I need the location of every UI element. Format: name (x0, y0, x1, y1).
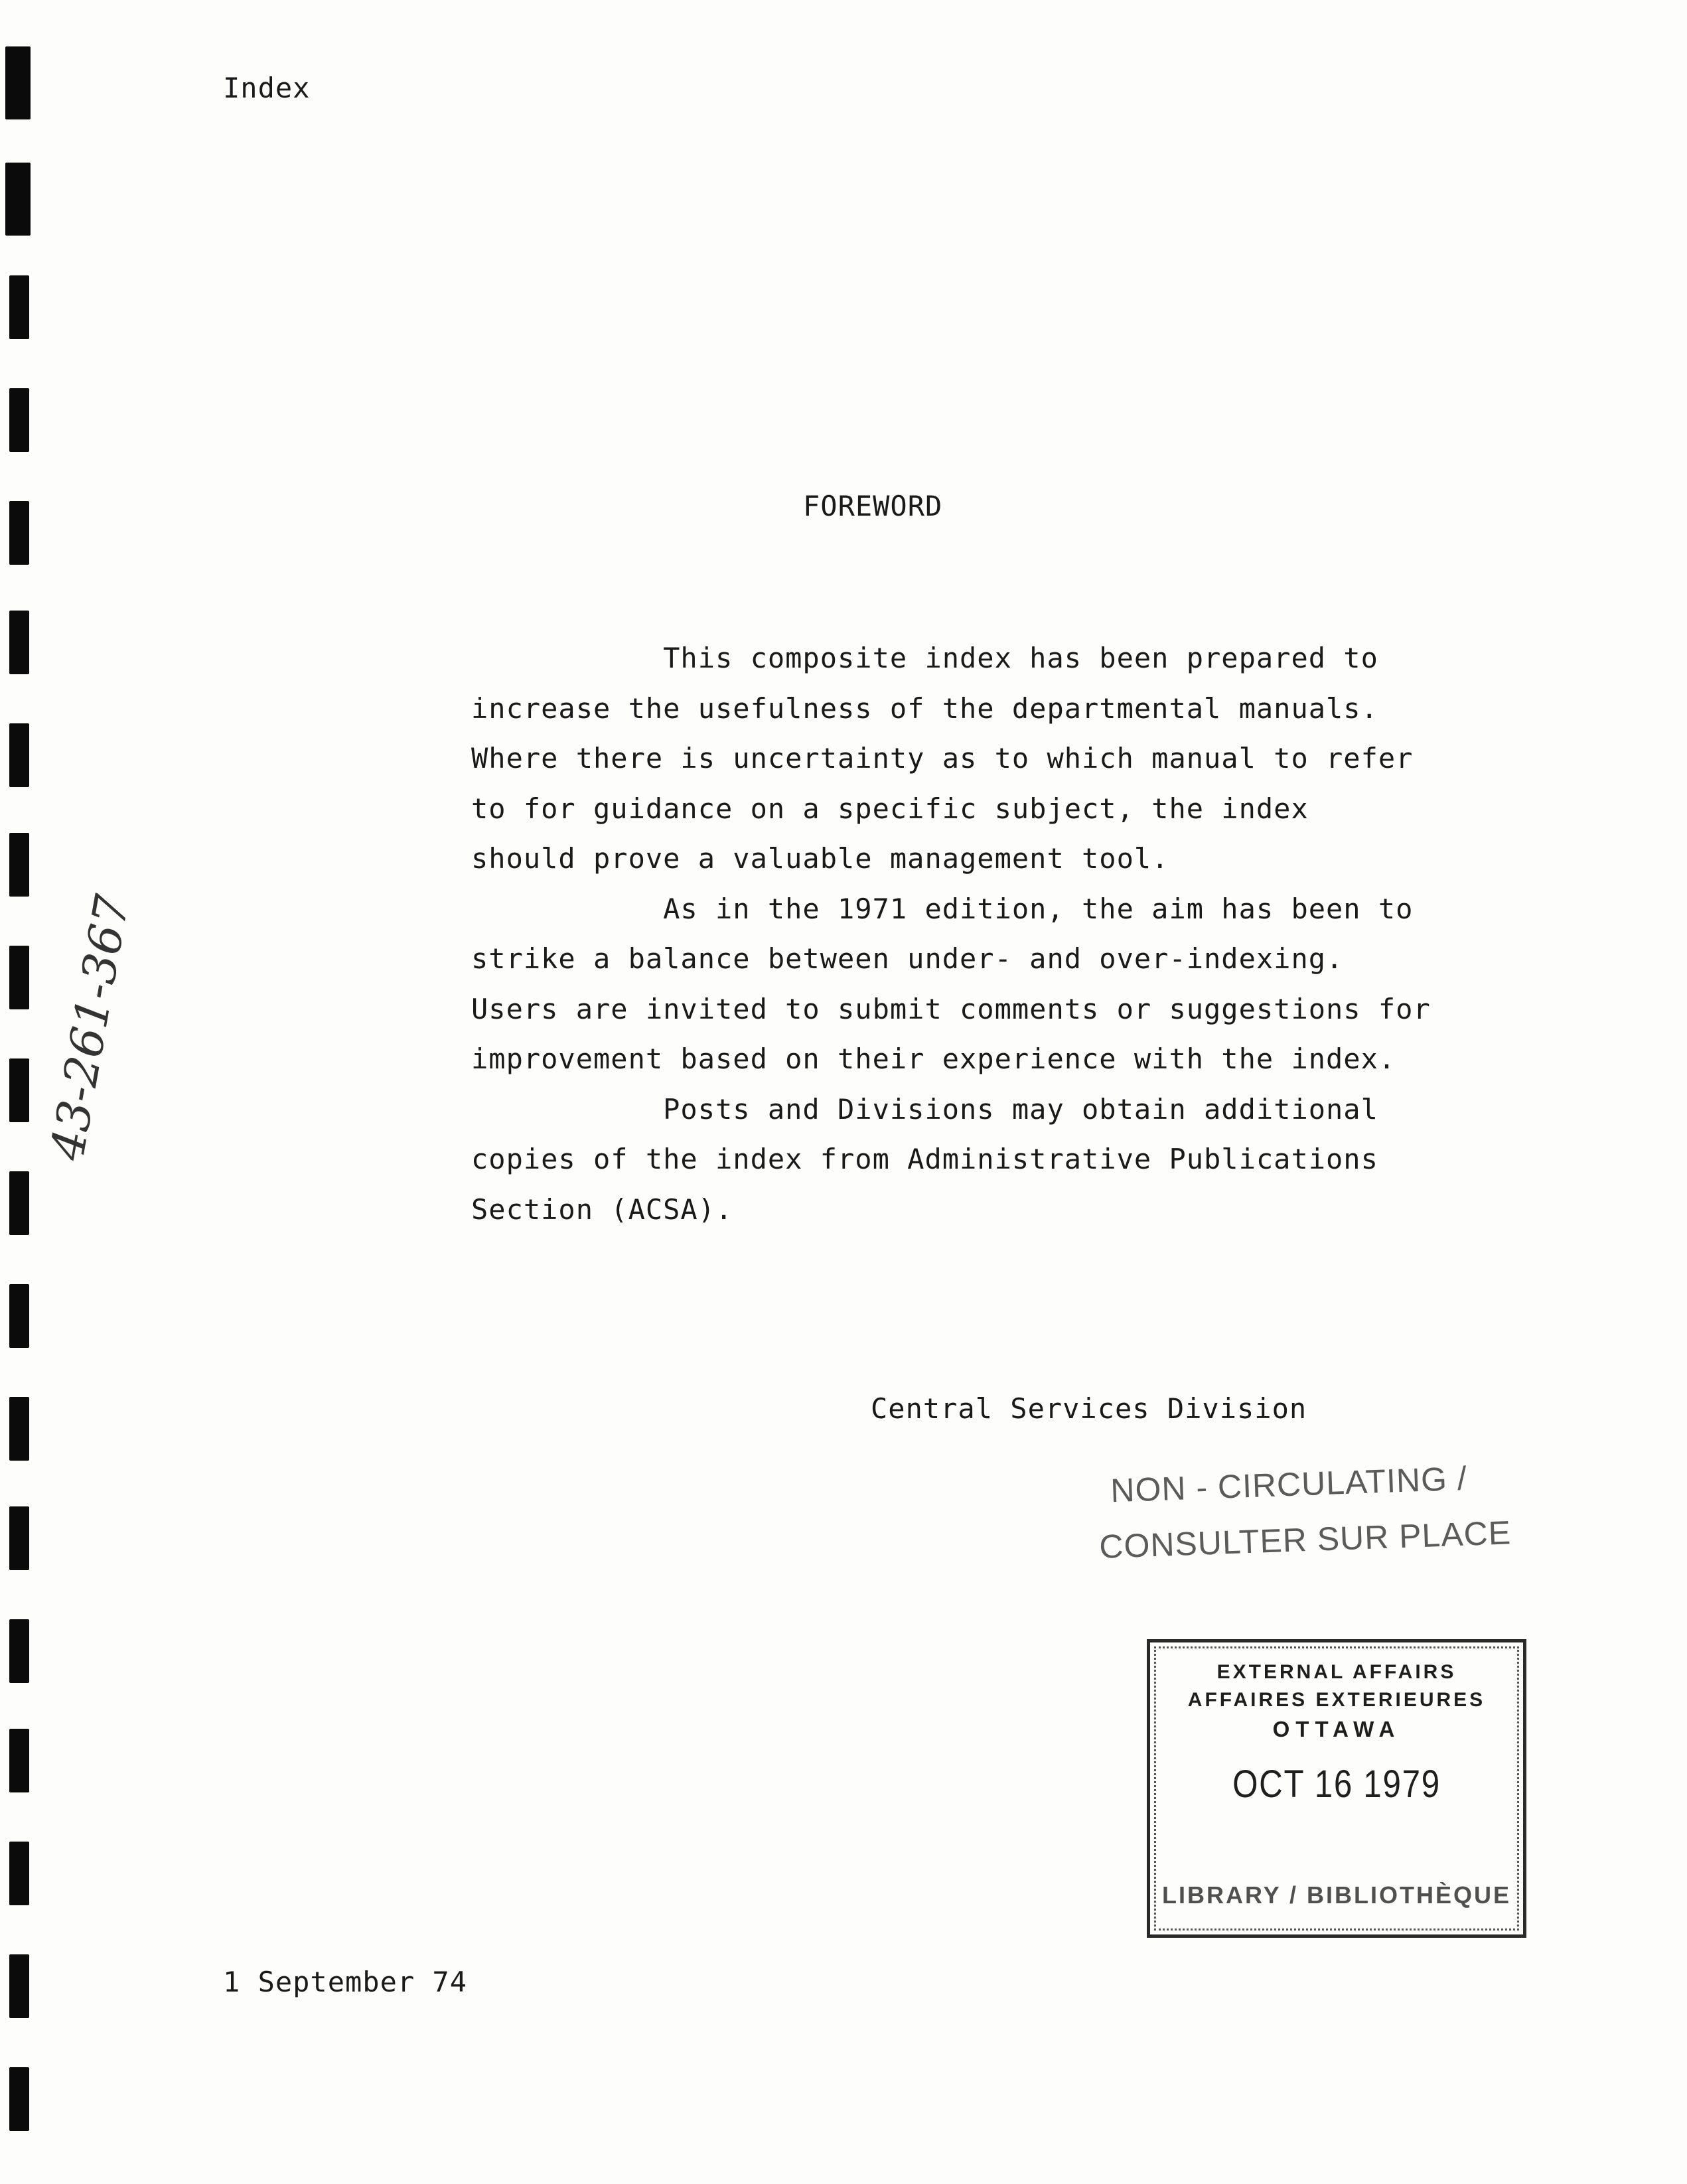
paragraph-line: Users are invited to submit comments or suggestions for (471, 992, 1431, 1025)
punch-hole (9, 611, 29, 674)
page-title: FOREWORD (803, 490, 943, 522)
punch-hole (9, 946, 29, 1009)
paragraph-line: Section (ACSA). (471, 1193, 733, 1226)
punch-hole (9, 1729, 29, 1792)
handwritten-note: 43-261-367 (40, 891, 140, 1165)
punch-hole (9, 275, 29, 339)
stamp-line: CONSULTER SUR PLACE (1098, 1514, 1512, 1565)
punch-hole (9, 1842, 29, 1905)
foreword-body (471, 633, 1431, 1234)
signature-line: Central Services Division (871, 1392, 1307, 1425)
punch-hole (9, 2067, 29, 2131)
punch-hole (9, 1284, 29, 1348)
paragraph-line: Posts and Divisions may obtain additional (471, 1092, 1378, 1126)
punch-hole (9, 833, 29, 897)
binding-punch-holes (0, 0, 46, 2184)
stamp-line: NON - CIRCULATING / (1110, 1459, 1468, 1510)
paragraph-line: should prove a valuable management tool. (471, 842, 1169, 875)
punch-hole (9, 501, 29, 565)
stamp-line: OTTAWA (1272, 1717, 1401, 1741)
punch-hole (9, 1619, 29, 1683)
paragraph-line: Where there is uncertainty as to which manual to refer (471, 742, 1414, 774)
punch-hole (9, 1171, 29, 1235)
circulation-stamp (1096, 1449, 1512, 1575)
stamp-line: EXTERNAL AFFAIRS (1216, 1661, 1457, 1683)
paragraph-line: This composite index has been prepared to (471, 642, 1378, 674)
paragraph-line: increase the usefulness of the departmental manuals. (471, 692, 1378, 725)
paragraph-line: to for guidance on a specific subject, the index (471, 792, 1309, 825)
punch-hole (9, 723, 29, 787)
header-label: Index (223, 72, 311, 104)
punch-hole (9, 1506, 29, 1570)
paragraph-line: As in the 1971 edition, the aim has been to (471, 892, 1414, 925)
punch-hole (9, 1397, 29, 1461)
stamp-line: AFFAIRES EXTERIEURES (1187, 1689, 1486, 1711)
punch-hole (9, 1058, 29, 1122)
paragraph-line: strike a balance between under- and over-indexing. (471, 942, 1344, 975)
punch-hole (9, 1954, 29, 2018)
paragraph-line: improvement based on their experience with the index. (471, 1043, 1396, 1075)
document-date: 1 September 74 (223, 1966, 468, 1998)
stamp-date: OCT 16 1979 (1232, 1763, 1441, 1806)
paragraph-line: copies of the index from Administrative Publications (471, 1143, 1378, 1175)
punch-hole (5, 163, 31, 236)
library-stamp (1147, 1639, 1526, 1938)
punch-hole (5, 46, 31, 119)
stamp-footer: LIBRARY / BIBLIOTHÈQUE (1161, 1881, 1512, 1909)
punch-hole (9, 388, 29, 452)
